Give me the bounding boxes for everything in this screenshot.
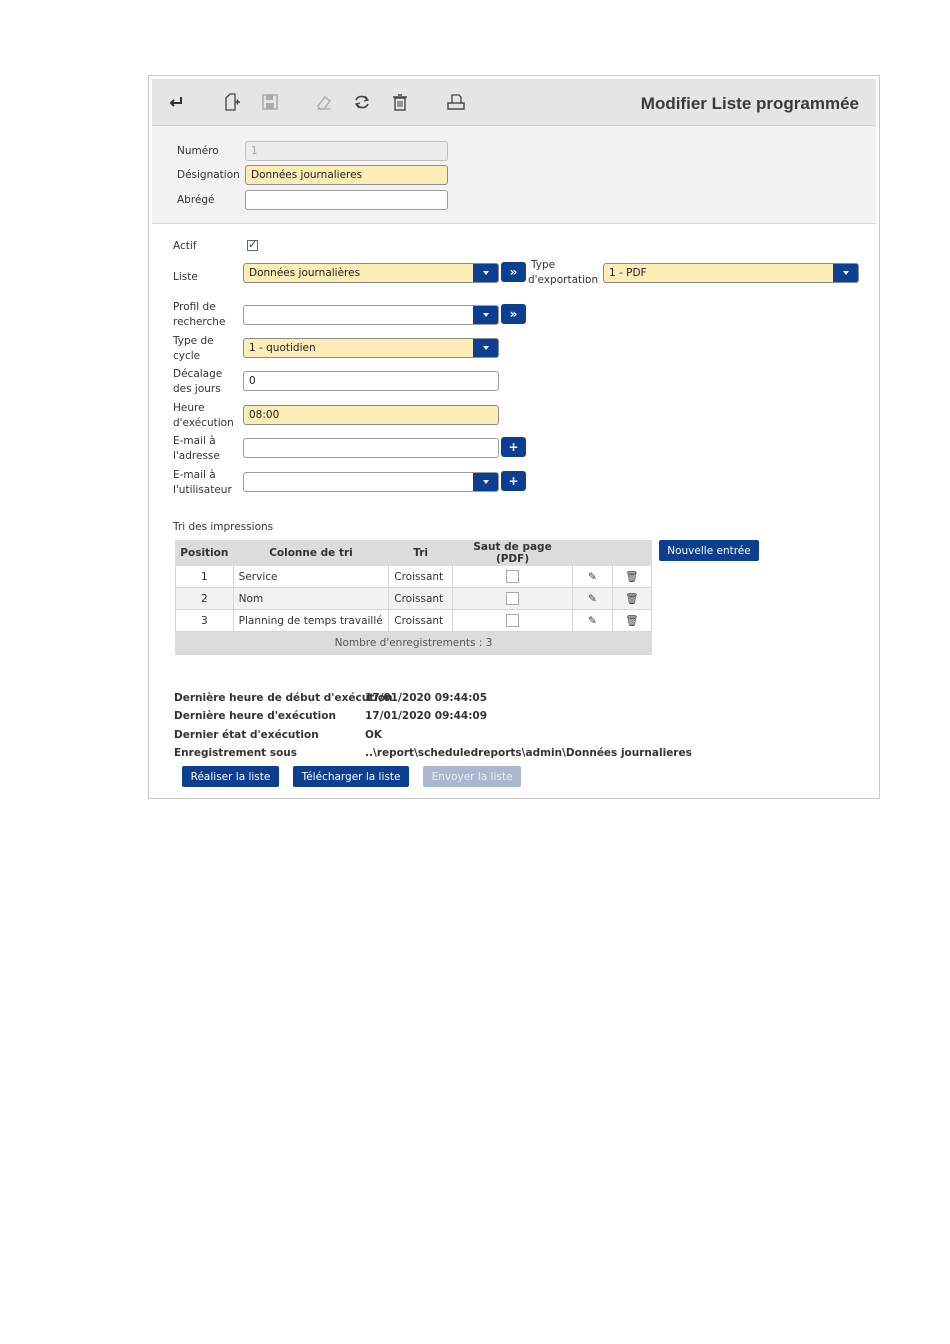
chevron-down-icon <box>483 313 489 317</box>
toolbar <box>152 79 876 126</box>
trash-icon[interactable]: 🗑 <box>625 615 639 627</box>
profil-label-1: Profil de <box>173 301 216 313</box>
actif-label: Actif <box>173 240 197 252</box>
eraser-icon[interactable] <box>314 92 334 112</box>
table-footer <box>176 632 652 655</box>
print-icon[interactable] <box>446 92 466 112</box>
liste-dropdown-button[interactable] <box>473 263 498 283</box>
type-cycle-value: 1 - quotidien <box>249 342 316 354</box>
numero-field: 1 <box>245 141 448 161</box>
cell-saut <box>452 610 572 632</box>
etat-label: Dernier état d'exécution <box>174 729 319 741</box>
chevron-down-icon <box>483 346 489 350</box>
designation-label: Désignation <box>177 169 240 181</box>
heure-label-2: d'exécution <box>173 417 234 429</box>
type-export-label-1: Type <box>531 259 556 271</box>
email-adresse-label-1: E-mail à <box>173 435 216 447</box>
column-header-position[interactable]: Position <box>176 541 234 566</box>
profil-open-button[interactable] <box>501 304 526 324</box>
table-header-row <box>176 541 652 566</box>
tri-section-title: Tri des impressions <box>173 521 274 533</box>
cell-tri: Croissant <box>389 610 453 632</box>
cell-colonne: Nom <box>233 588 389 610</box>
pencil-icon[interactable]: ✎ <box>587 570 597 583</box>
cell-edit <box>573 588 612 610</box>
plus-icon: + <box>508 474 519 488</box>
record-count: Nombre d'enregistrements : 3 <box>176 632 652 655</box>
pencil-icon[interactable]: ✎ <box>587 592 597 605</box>
profil-field[interactable] <box>243 305 499 325</box>
email-utilisateur-field[interactable] <box>243 472 499 492</box>
email-adresse-field[interactable] <box>243 438 499 458</box>
cell-tri: Croissant <box>389 566 453 588</box>
abrege-field[interactable] <box>245 190 448 210</box>
saut-checkbox[interactable] <box>506 570 519 583</box>
tri-table <box>175 540 652 655</box>
page-title: Modifier Liste programmée <box>640 94 859 113</box>
email-adresse-label-2: l'adresse <box>173 450 220 462</box>
envoyer-button[interactable]: Envoyer la liste <box>423 766 521 787</box>
cell-delete <box>612 610 651 632</box>
column-header-tri[interactable]: Tri <box>389 541 453 566</box>
new-document-icon[interactable] <box>221 92 241 112</box>
add-email-adresse-button[interactable] <box>501 437 526 457</box>
add-email-utilisateur-button[interactable] <box>501 471 526 491</box>
identification-section <box>152 126 876 224</box>
type-cycle-field[interactable] <box>243 338 499 358</box>
abrege-label: Abrégé <box>177 194 215 206</box>
cell-edit <box>573 566 612 588</box>
type-cycle-label-2: cycle <box>173 350 201 362</box>
table-row[interactable] <box>176 610 652 632</box>
email-utilisateur-label-2: l'utilisateur <box>173 484 232 496</box>
table-row[interactable] <box>176 566 652 588</box>
cell-colonne: Planning de temps travaillé <box>233 610 389 632</box>
cell-position: 3 <box>176 610 234 632</box>
type-export-value: 1 - PDF <box>609 267 647 279</box>
column-header-delete <box>612 541 651 566</box>
decalage-field[interactable]: 0 <box>243 371 499 391</box>
type-cycle-dropdown-button[interactable] <box>473 338 498 358</box>
column-header-colonne[interactable]: Colonne de tri <box>233 541 389 566</box>
debut-value: 17/01/2020 09:44:05 <box>365 692 488 704</box>
heure-label-1: Heure <box>173 402 205 414</box>
chevron-down-icon <box>843 271 849 275</box>
back-icon[interactable] <box>166 92 186 112</box>
numero-label: Numéro <box>177 145 219 157</box>
liste-label: Liste <box>173 271 198 283</box>
chevron-down-icon <box>483 271 489 275</box>
table-row[interactable] <box>176 588 652 610</box>
cell-edit <box>573 610 612 632</box>
heure-field[interactable]: 08:00 <box>243 405 499 425</box>
cell-tri: Croissant <box>389 588 453 610</box>
modify-scheduled-list-panel <box>148 75 880 799</box>
etat-value: OK <box>365 729 383 741</box>
cell-delete <box>612 566 651 588</box>
double-chevron-right-icon: » <box>509 307 518 321</box>
cell-delete <box>612 588 651 610</box>
cell-position: 2 <box>176 588 234 610</box>
cell-position: 1 <box>176 566 234 588</box>
actif-checkbox[interactable] <box>247 240 258 251</box>
trash-icon[interactable] <box>390 92 410 112</box>
saut-checkbox[interactable] <box>506 592 519 605</box>
decalage-label-2: des jours <box>173 383 221 395</box>
type-cycle-label-1: Type de <box>173 335 214 347</box>
trash-icon[interactable]: 🗑 <box>625 593 639 605</box>
email-utilisateur-label-1: E-mail à <box>173 469 216 481</box>
decalage-label-1: Décalage <box>173 368 223 380</box>
trash-icon[interactable]: 🗑 <box>625 571 639 583</box>
column-header-edit <box>573 541 612 566</box>
liste-field[interactable] <box>243 263 499 283</box>
refresh-icon[interactable] <box>352 92 372 112</box>
debut-label: Dernière heure de début d'exécution <box>174 692 393 704</box>
cell-saut <box>452 566 572 588</box>
cell-saut <box>452 588 572 610</box>
designation-field[interactable]: Données journalieres <box>245 165 448 185</box>
type-export-label-2: d'exportation <box>528 274 599 286</box>
type-export-dropdown-button[interactable] <box>833 263 858 283</box>
fin-value: 17/01/2020 09:44:09 <box>365 710 488 722</box>
type-export-field[interactable] <box>603 263 859 283</box>
profil-dropdown-button[interactable] <box>473 305 498 325</box>
fin-label: Dernière heure d'exécution <box>174 710 336 722</box>
double-chevron-right-icon: » <box>509 265 518 279</box>
enreg-label: Enregistrement sous <box>174 747 298 759</box>
saut-checkbox[interactable] <box>506 614 519 627</box>
new-entry-button[interactable]: Nouvelle entrée <box>659 540 759 561</box>
cell-colonne: Service <box>233 566 389 588</box>
liste-value: Données journalières <box>249 267 361 279</box>
email-utilisateur-dropdown-button[interactable] <box>473 472 498 492</box>
liste-open-button[interactable] <box>501 262 526 282</box>
telecharger-button[interactable]: Télécharger la liste <box>293 766 409 787</box>
save-icon[interactable] <box>260 92 280 112</box>
enreg-value: ..\report\scheduledreports\admin\Données journalieres <box>365 747 692 759</box>
realiser-button[interactable]: Réaliser la liste <box>182 766 279 787</box>
pencil-icon[interactable]: ✎ <box>587 614 597 627</box>
chevron-down-icon <box>483 480 489 484</box>
profil-label-2: recherche <box>173 316 226 328</box>
column-header-saut[interactable]: Saut de page (PDF) <box>452 541 572 566</box>
plus-icon: + <box>508 440 519 454</box>
